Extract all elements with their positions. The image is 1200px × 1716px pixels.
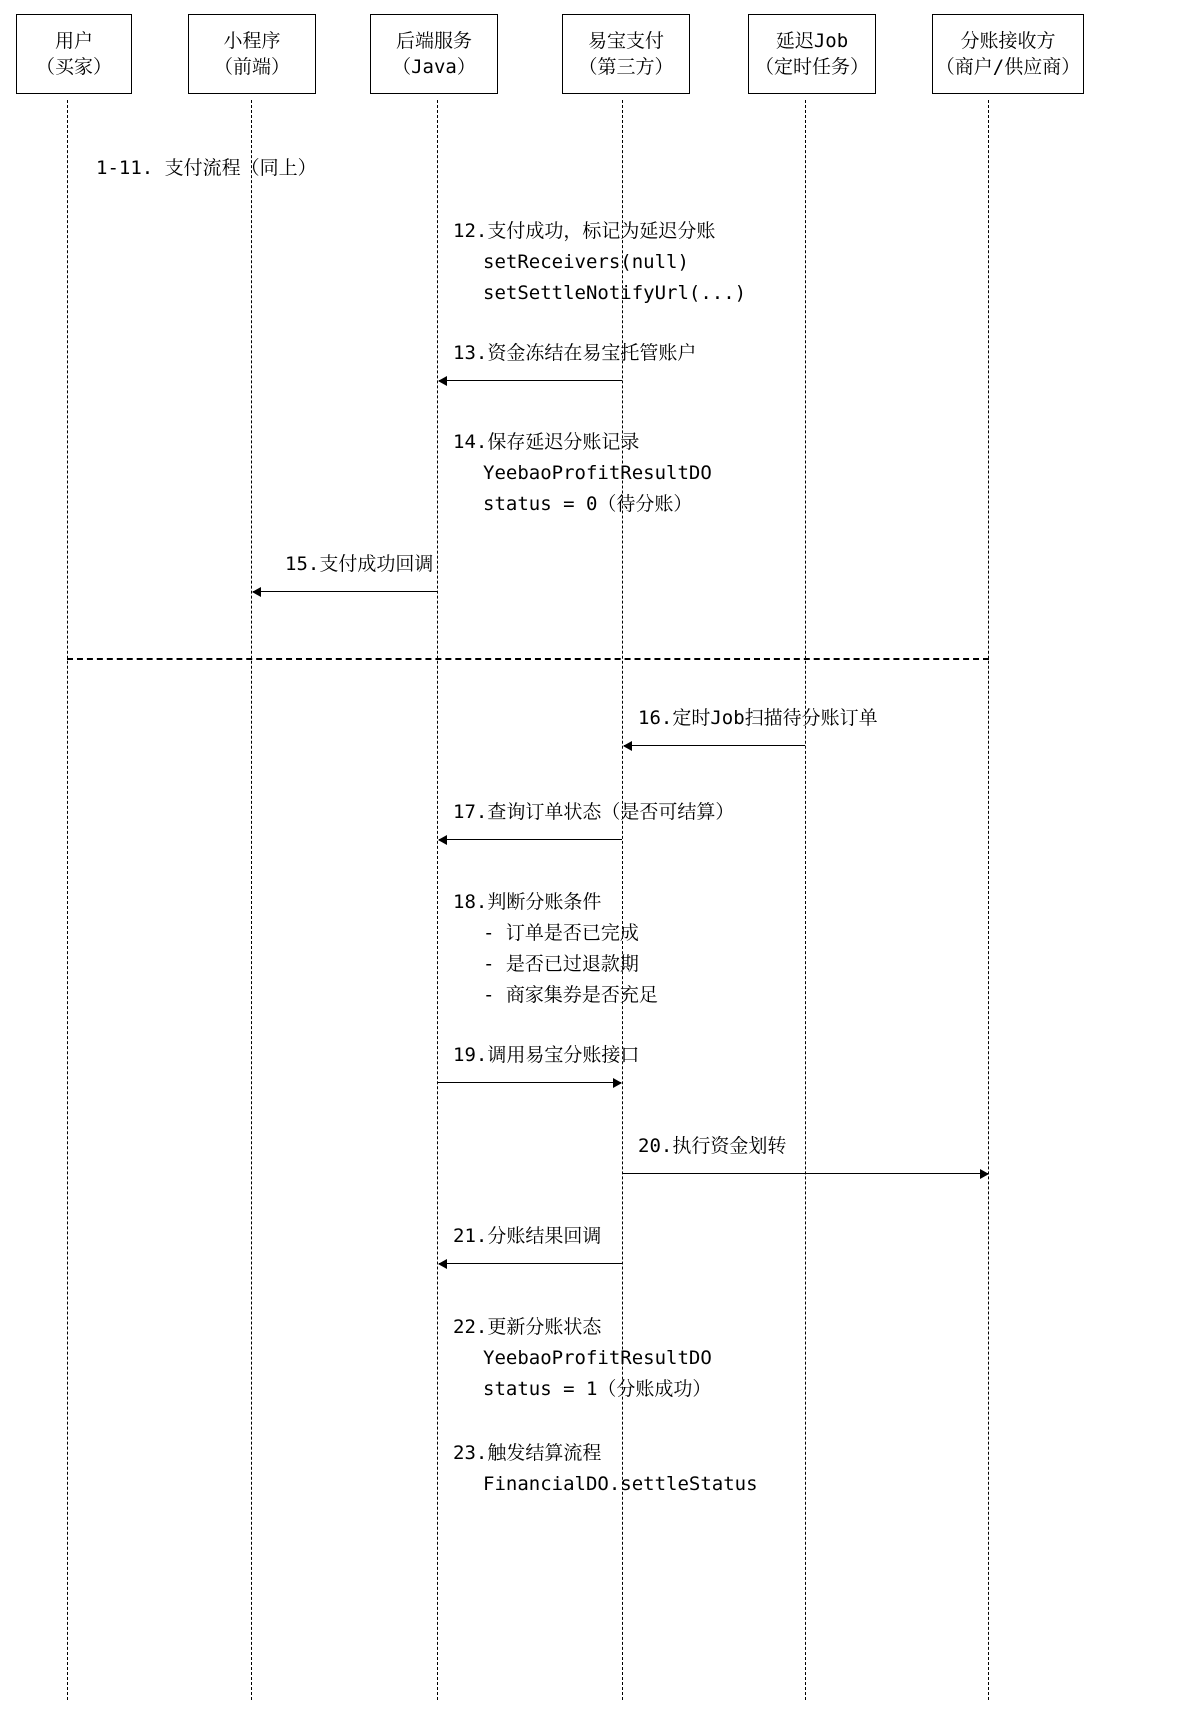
message-label-12: 12.支付成功，标记为延迟分账 <box>453 220 716 242</box>
message-label-18-c: - 商家集券是否充足 <box>483 984 658 1006</box>
lifeline-miniprogram <box>251 100 252 1700</box>
lifeline-user <box>67 100 68 1700</box>
actor-box-receiver <box>932 14 1084 94</box>
arrowhead-left-icon <box>438 376 447 386</box>
actor-subtitle: （第三方） <box>578 56 674 78</box>
message-label-14: 14.保存延迟分账记录 <box>453 431 640 453</box>
lifeline-delay-job <box>805 100 806 1700</box>
actor-subtitle: （买家） <box>35 56 112 78</box>
section-separator <box>67 658 989 660</box>
message-label-21: 21.分账结果回调 <box>453 1225 602 1247</box>
lifeline-backend <box>437 100 438 1700</box>
arrow-yeebao-to-backend-13 <box>439 380 622 381</box>
message-label-18: 18.判断分账条件 <box>453 891 602 913</box>
actor-box-miniprogram <box>188 14 316 94</box>
actor-subtitle: （商户/供应商） <box>935 56 1081 78</box>
message-label-19: 19.调用易宝分账接口 <box>453 1044 640 1066</box>
message-label-14-status: status = 0（待分账） <box>483 493 693 515</box>
actor-name: 后端服务 <box>395 30 472 52</box>
arrow-backend-to-yeebao-19 <box>438 1082 621 1083</box>
arrowhead-left-icon <box>623 741 632 751</box>
arrow-yeebao-to-backend-17 <box>439 839 622 840</box>
arrow-backend-to-miniprogram-15 <box>253 591 437 592</box>
actor-name: 分账接收方 <box>960 30 1056 52</box>
message-label-12-setreceivers: setReceivers(null) <box>483 251 689 273</box>
message-label-1-11: 1-11. 支付流程（同上） <box>96 157 317 179</box>
message-label-15: 15.支付成功回调 <box>285 553 434 575</box>
actor-box-user <box>16 14 132 94</box>
actor-subtitle: （Java） <box>392 56 476 78</box>
actor-name: 用户 <box>54 30 93 52</box>
arrowhead-left-icon <box>438 1259 447 1269</box>
message-label-18-b: - 是否已过退款期 <box>483 953 639 975</box>
actor-subtitle: （定时任务） <box>754 56 869 78</box>
message-label-14-do: YeebaoProfitResultDO <box>483 462 712 484</box>
message-label-20: 20.执行资金划转 <box>638 1135 787 1157</box>
message-label-22-do: YeebaoProfitResultDO <box>483 1347 712 1369</box>
message-label-13: 13.资金冻结在易宝托管账户 <box>453 342 697 364</box>
actor-box-backend <box>370 14 498 94</box>
arrow-yeebao-to-backend-21 <box>439 1263 622 1264</box>
actor-subtitle: （前端） <box>213 56 290 78</box>
message-label-18-a: - 订单是否已完成 <box>483 922 639 944</box>
actor-name: 易宝支付 <box>587 30 664 52</box>
message-label-22-status: status = 1（分账成功） <box>483 1378 712 1400</box>
arrowhead-right-icon <box>613 1078 622 1088</box>
message-label-23-financialdo: FinancialDO.settleStatus <box>483 1473 758 1495</box>
arrowhead-right-icon <box>980 1169 989 1179</box>
actor-name: 延迟Job <box>775 30 849 52</box>
message-label-23: 23.触发结算流程 <box>453 1442 602 1464</box>
arrow-yeebao-to-receiver-20 <box>623 1173 988 1174</box>
lifeline-receiver <box>988 100 989 1700</box>
arrowhead-left-icon <box>438 835 447 845</box>
message-label-22: 22.更新分账状态 <box>453 1316 602 1338</box>
message-label-16: 16.定时Job扫描待分账订单 <box>638 707 878 729</box>
actor-box-yeebao <box>562 14 690 94</box>
arrowhead-left-icon <box>252 587 261 597</box>
message-label-12-setsettlenotifyurl: setSettleNotifyUrl(...) <box>483 282 747 304</box>
arrow-delayjob-to-yeebao-16 <box>624 745 805 746</box>
message-label-17: 17.查询订单状态（是否可结算） <box>453 801 735 823</box>
actor-box-delay-job <box>748 14 876 94</box>
actor-name: 小程序 <box>223 30 281 52</box>
